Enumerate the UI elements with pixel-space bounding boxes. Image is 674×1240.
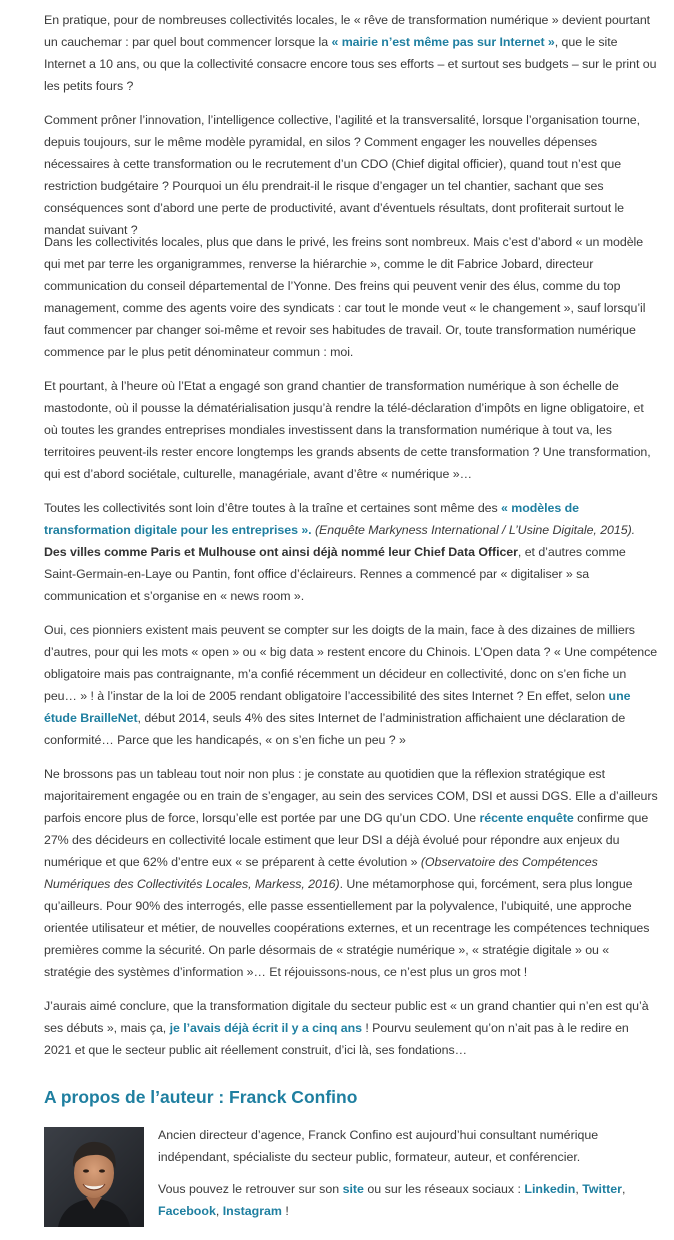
author-social-links xyxy=(158,1178,658,1222)
text-run: , et d’autres comme Saint-Germain-en-Laye ou Pantin, font office d’éclaireurs. Rennes a commencé par « digitaliser » sa communication et s’organise en « news room ». xyxy=(44,545,626,603)
link-modeles-transformation-digitale[interactable]: « modèles de transformation digitale pour les entreprises ». xyxy=(44,501,579,537)
paragraph-7 xyxy=(44,763,658,983)
author-heading: A propos de l’auteur : Franck Confino xyxy=(44,1087,358,1107)
text-run: Vous pouvez le retrouver sur son xyxy=(158,1182,343,1196)
paragraph-5 xyxy=(44,497,658,607)
text-run: Comment prôner l’innovation, l’intelligence collective, l’agilité et la transversalité, lorsque l’organisation tourne, depuis toujours, sur le même modèle pyramidal, en silos ? Comment engager les nouvelles dépenses nécessaires à cette transformation ou le recrutement d’un CDO (Chief digital officier), quand tout n’est que restriction budgétaire ? Pourquoi un élu prendrait-il le risque d’engager un tel chantier, sachant que ses conséquences sont d’abord une perte de productivité, avant d’éventuels résultats, dont profiterait surtout le mandat suivant ? xyxy=(44,113,641,237)
link-mairie-pas-sur-internet[interactable]: « mairie n’est même pas sur Internet » xyxy=(331,35,555,49)
citation-italic-text: (Enquête Markyness International / L’Usine Digitale, 2015). xyxy=(314,523,636,537)
text-run: ou sur les réseaux sociaux : xyxy=(363,1182,525,1196)
text-run: J’aurais aimé conclure, que la transformation digitale du secteur public est « un grand chantier qui n’en est qu’à ses débuts », mais ça, xyxy=(44,999,649,1035)
text-run: Dans les collectivités locales, plus que dans le privé, les freins sont nombreux. Mais c’est d’abord « un modèle qui met par terre les organigrammes, renverse la hiérarchie », comme le dit Fabrice Jobard, directeur communication du conseil départemental de l’Yonne. Des freins qui peuvent venir des élus, comme du top management, comme des agents voire des syndicats : car tout le monde veut « le changement », sauf lorsqu’il faut commencer par changer soi-même et revoir ses habitudes de travail. Or, toute transformation numérique commence par le plus petit dénominateur commun : moi. xyxy=(44,235,646,359)
text-run: ! Pourvu seulement qu’on n’ait pas à le redire en 2021 et que le secteur public ait réellement construit, d’ici là, ses fondations… xyxy=(44,1021,629,1057)
link-linkedin[interactable]: Linkedin xyxy=(524,1182,576,1196)
emphasis-bold-text: Des villes comme Paris et Mulhouse ont ainsi déjà nommé leur Chief Data Officer xyxy=(44,545,518,559)
text-run: , xyxy=(215,1204,223,1218)
link-facebook[interactable]: Facebook xyxy=(158,1204,216,1218)
text-run: , début 2014, seuls 4% des sites Internet de l’administration affichaient une déclaration de conformité… Parce que les handicapés, « on s’en fiche un peu ? » xyxy=(44,711,626,747)
link-author-site[interactable]: site xyxy=(342,1182,364,1196)
text-run: En pratique, pour de nombreuses collectivités locales, le « rêve de transformation numérique » devient pourtant un cauchemar : par quel bout commencer lorsque la xyxy=(44,13,651,49)
text-run: , xyxy=(621,1182,626,1196)
text-run: , xyxy=(575,1182,583,1196)
link-instagram[interactable]: Instagram xyxy=(222,1204,282,1218)
paragraph-2 xyxy=(44,109,658,241)
text-run: confirme que 27% des décideurs en collectivité locale estiment que leur DSI a déjà évolué pour répondre aux enjeux du numérique et que 62% d’entre eux « se préparent à cette évolution » xyxy=(44,811,649,869)
link-recente-enquete[interactable]: récente enquête xyxy=(479,811,574,825)
paragraph-8 xyxy=(44,995,658,1061)
citation-italic-text: (Observatoire des Compétences Numériques des Collectivités Locales, Markess, 2016) xyxy=(44,855,598,891)
text-run: , que le site Internet a 10 ans, ou que la collectivité consacre encore tous ses efforts – et surtout ses budgets – sur le print ou les petits fours ? xyxy=(44,35,657,93)
text-run: Ne brossons pas un tableau tout noir non plus : je constate au quotidien que la réflexion stratégique est majoritairement engagée ou en train de s’engager, au sein des services COM, DSI et aussi DGS. Elle a d’ailleurs parfois encore plus de force, lorsqu’elle est portée par une DG qu’un CDO. Une xyxy=(44,767,658,825)
author-bio xyxy=(158,1124,658,1168)
link-deja-ecrit-cinq-ans[interactable]: je l’avais déjà écrit il y a cinq ans xyxy=(169,1021,362,1035)
link-twitter[interactable]: Twitter xyxy=(582,1182,622,1196)
text-run: Toutes les collectivités sont loin d’être toutes à la traîne et certaines sont même des xyxy=(44,501,502,515)
author-portrait-image xyxy=(44,1127,144,1227)
text-run: Et pourtant, à l’heure où l’Etat a engagé son grand chantier de transformation numérique à son échelle de mastodonte, où il pousse la dématérialisation jusqu’à rendre la télé-déclaration d’impôts en ligne obligatoire, et où toutes les grandes entreprises mondiales investissent dans la transformation numérique à tout va, les territoires peuvent-ils rester encore longtemps les grands absents de cette transformation ? Une transformation, qui est d’abord sociétale, culturelle, managériale, avant d’être « numérique »… xyxy=(44,379,651,481)
text-run: Ancien directeur d’agence, Franck Confino est aujourd’hui consultant numérique indépendant, spécialiste du secteur public, formateur, auteur, et conférencier. xyxy=(158,1128,599,1164)
paragraph-3 xyxy=(44,231,658,363)
author-photo xyxy=(44,1127,144,1227)
paragraph-4 xyxy=(44,375,658,485)
text-run: . Une métamorphose qui, forcément, sera plus longue qu’ailleurs. Pour 90% des interrogés, elle passe essentiellement par la polyvalence, l’ubiquité, une approche orientée utilisateur et métier, de nouvelles coopérations externes, et un recentrage les compétences techniques premières comme la sécurité. On parle désormais de « stratégie numérique », « stratégie digitale » ou « stratégie des systèmes d’information »… Et réjouissons-nous, ce n’est plus un gros mot ! xyxy=(44,877,650,979)
paragraph-1 xyxy=(44,9,658,97)
paragraph-6 xyxy=(44,619,658,751)
link-etude-braillenet[interactable]: une étude BrailleNet xyxy=(44,689,631,725)
text-run: ! xyxy=(281,1204,289,1218)
text-run: Oui, ces pionniers existent mais peuvent se compter sur les doigts de la main, face à des dizaines de milliers d’autres, pour qui les mots « open » ou « big data » restent encore du Chinois. L’Open data ? « Une compétence obligatoire mais pas contraignante, m’a confié récemment un décideur en collectivité, donc on s’en fiche un peu… » ! à l’instar de la loi de 2005 rendant obligatoire l’accessibilité des sites Internet ? En effet, selon xyxy=(44,623,658,703)
